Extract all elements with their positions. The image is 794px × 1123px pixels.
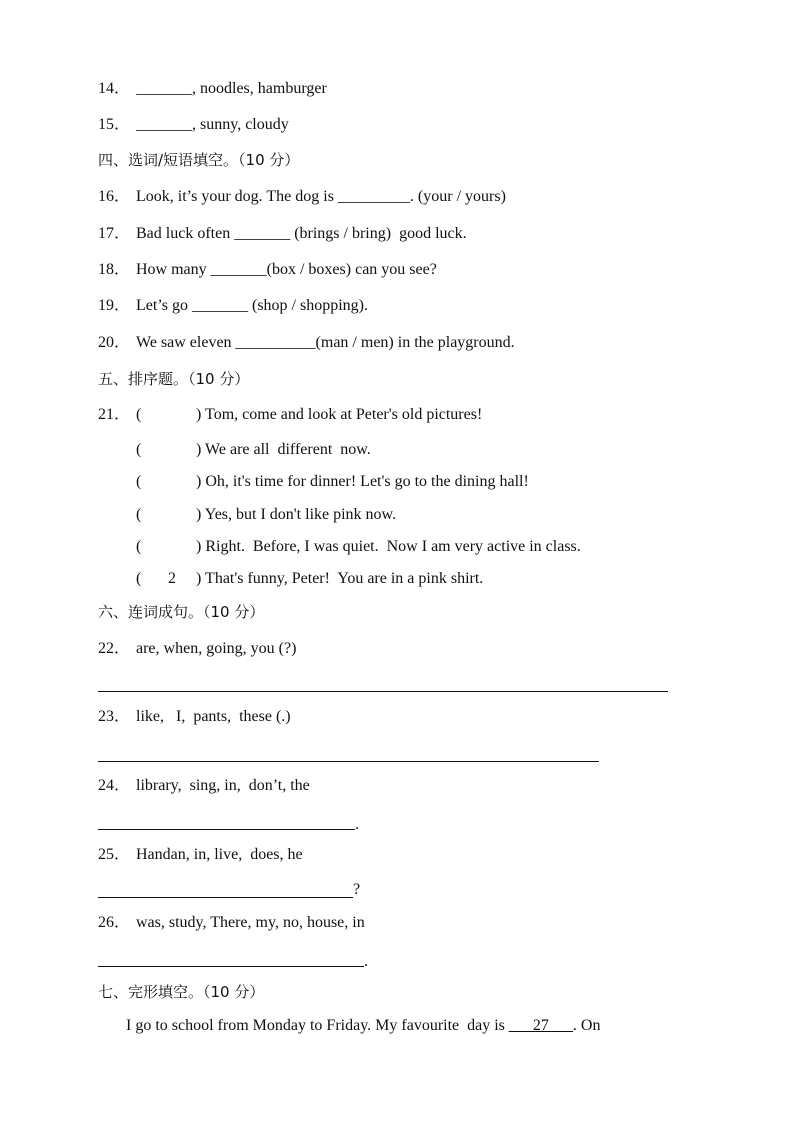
question-18 bbox=[98, 260, 437, 280]
question-number: 16． bbox=[98, 188, 131, 205]
question-number: 22． bbox=[98, 640, 131, 657]
sentence-end-mark: ? bbox=[353, 881, 361, 898]
question-number: 18． bbox=[98, 261, 131, 278]
question-text: Bad luck often _______ (brings / bring) good luck. bbox=[136, 225, 467, 242]
ordering-item bbox=[136, 405, 482, 425]
answer-line[interactable] bbox=[98, 761, 599, 762]
question-24 bbox=[98, 776, 310, 796]
question-text: Look, it’s your dog. The dog is _________. (your / yours) bbox=[136, 188, 506, 205]
question-text: _______, sunny, cloudy bbox=[136, 116, 289, 133]
question-19 bbox=[98, 296, 368, 316]
question-15 bbox=[98, 115, 289, 135]
paren-open: ( bbox=[136, 570, 142, 587]
question-text: _______, noodles, hamburger bbox=[136, 80, 327, 97]
paren-open: ( bbox=[136, 506, 142, 523]
question-16 bbox=[98, 187, 506, 207]
ordering-text: ) We are all different now. bbox=[196, 441, 371, 458]
question-26 bbox=[98, 913, 365, 933]
question-22 bbox=[98, 639, 296, 659]
question-number: 23． bbox=[98, 708, 131, 725]
question-text: Let’s go _______ (shop / shopping). bbox=[136, 297, 368, 314]
section-5-heading: 五、排序题。（10 分） bbox=[98, 370, 250, 388]
answer-line[interactable] bbox=[98, 897, 353, 898]
ordering-item bbox=[136, 440, 371, 460]
paren-open: ( bbox=[136, 473, 142, 490]
question-text: are, when, going, you (?) bbox=[136, 640, 297, 657]
answer-slot[interactable]: 2 bbox=[168, 570, 176, 587]
ordering-text: ) Tom, come and look at Peter's old pictures! bbox=[196, 406, 483, 423]
cloze-blank-27[interactable]: ___27___ bbox=[508, 1017, 573, 1034]
question-number: 17． bbox=[98, 225, 131, 242]
section-6-heading: 六、连词成句。（10 分） bbox=[98, 603, 265, 621]
question-number: 24． bbox=[98, 777, 131, 794]
answer-line[interactable] bbox=[98, 829, 355, 830]
question-number: 14． bbox=[98, 80, 131, 97]
answer-line[interactable] bbox=[98, 691, 668, 692]
question-20 bbox=[98, 333, 515, 353]
paren-open: ( bbox=[136, 538, 142, 555]
question-text: was, study, There, my, no, house, in bbox=[136, 914, 365, 931]
question-number: 25． bbox=[98, 846, 131, 863]
paren-open: ( bbox=[136, 406, 142, 423]
paren-open: ( bbox=[136, 441, 142, 458]
answer-line[interactable] bbox=[98, 966, 364, 967]
question-14 bbox=[98, 79, 327, 99]
question-number: 15． bbox=[98, 116, 131, 133]
ordering-item bbox=[136, 505, 396, 525]
ordering-text: ) That's funny, Peter! You are in a pink shirt. bbox=[196, 570, 484, 587]
ordering-text: ) Right. Before, I was quiet. Now I am very active in class. bbox=[196, 538, 581, 555]
cloze-text: . On bbox=[572, 1017, 601, 1034]
question-number: 26． bbox=[98, 914, 131, 931]
section-4-heading: 四、选词/短语填空。（10 分） bbox=[98, 151, 300, 169]
question-17 bbox=[98, 224, 467, 244]
cloze-passage bbox=[126, 1016, 600, 1036]
question-text: library, sing, in, don’t, the bbox=[136, 777, 310, 794]
question-25 bbox=[98, 845, 303, 865]
question-text: Handan, in, live, does, he bbox=[136, 846, 303, 863]
question-text: like, I, pants, these (.) bbox=[136, 708, 291, 725]
question-number: 19． bbox=[98, 297, 131, 314]
cloze-text: I go to school from Monday to Friday. My favourite day is bbox=[126, 1017, 509, 1034]
question-text: We saw eleven __________(man / men) in the playground. bbox=[136, 334, 515, 351]
question-21-number: 21． bbox=[98, 406, 131, 423]
ordering-item bbox=[136, 537, 581, 557]
ordering-text: ) Oh, it's time for dinner! Let's go to the dining hall! bbox=[196, 473, 529, 490]
question-23 bbox=[98, 707, 291, 727]
sentence-end-mark: . bbox=[355, 816, 359, 833]
sentence-end-mark: . bbox=[364, 953, 368, 970]
ordering-text: ) Yes, but I don't like pink now. bbox=[196, 506, 397, 523]
ordering-item bbox=[136, 472, 529, 492]
question-text: How many _______(box / boxes) can you see? bbox=[136, 261, 437, 278]
question-number: 20． bbox=[98, 334, 131, 351]
ordering-item bbox=[136, 569, 483, 589]
section-7-heading: 七、完形填空。（10 分） bbox=[98, 983, 265, 1001]
